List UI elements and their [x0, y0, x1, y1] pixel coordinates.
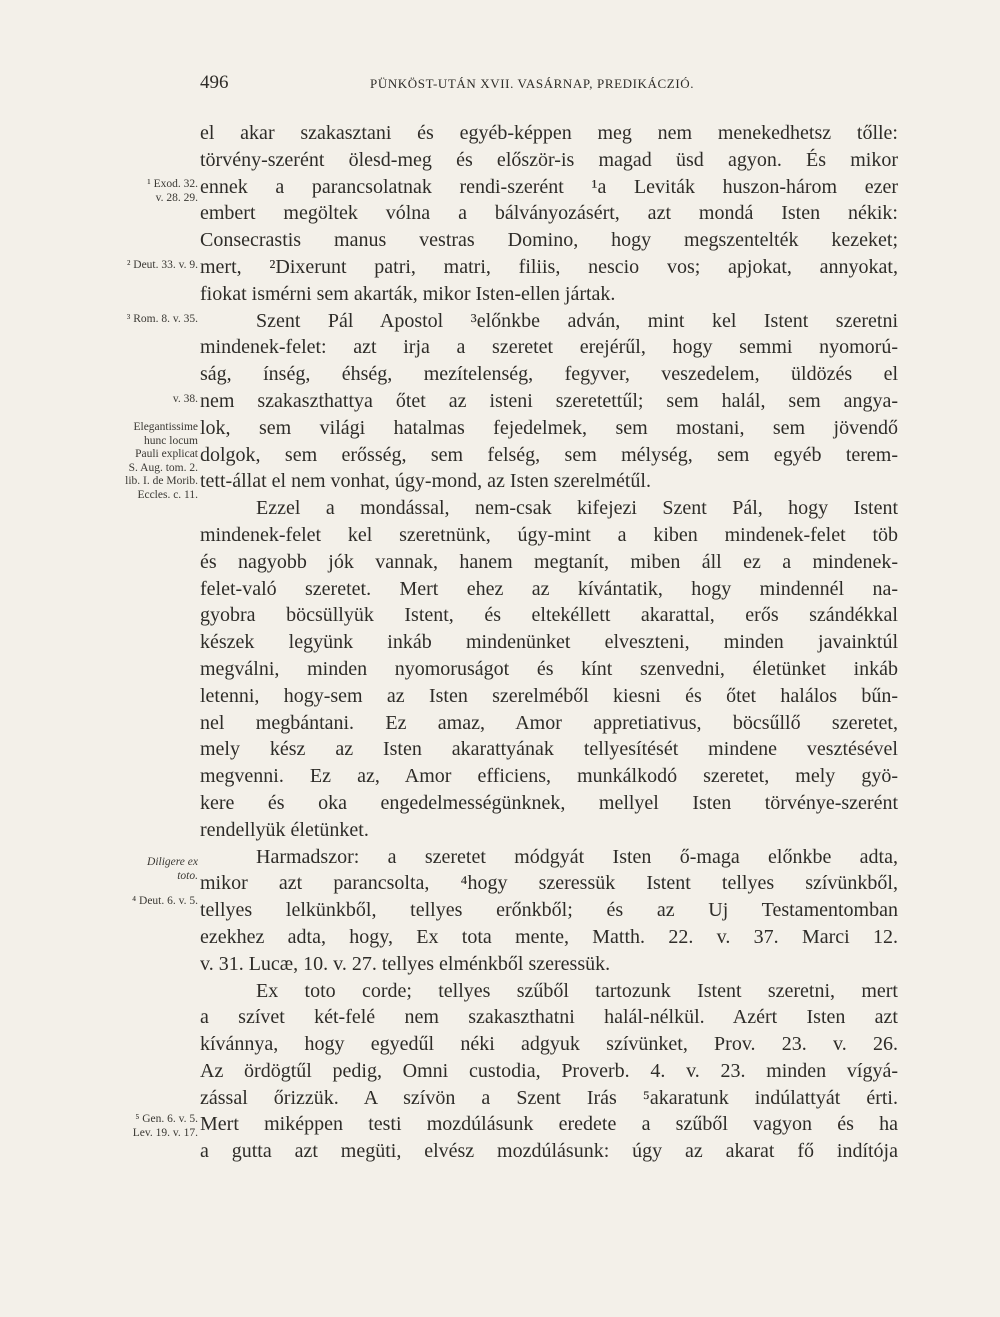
margin-note-deut33 — [72, 259, 198, 273]
text-line: Harmadszor: a szeretet módgyát Isten ő-maga előnkbe adta, — [256, 845, 898, 868]
text-line: nem szakaszthattya őtet az isteni szeretettűl; sem halál, sem angya- — [200, 389, 898, 412]
text-line: nel megbántani. Ez amaz, Amor appretiativus, böcsűllő szeretet, — [200, 711, 898, 734]
body-text — [200, 120, 898, 1165]
text-line: tett-állat el nem vonhat, úgy-mond, az Isten szerelmétűl. — [200, 470, 651, 493]
text-line: készek legyünk inkáb mindenünket elveszteni, minden javainktúl — [200, 631, 898, 654]
text-line: ennek a parancsolatnak rendi-szerént ¹a Leviták huszon-három ezer — [200, 175, 898, 198]
margin-note-line: Pauli explicat — [135, 448, 198, 460]
margin-note-deut6 — [72, 895, 198, 909]
margin-note-diligere — [72, 856, 198, 883]
text-line: ezekhez adta, hogy, Ex tota mente, Matth. 22. v. 37. Marci 12. — [200, 925, 898, 948]
margin-note-line: ⁵ Gen. 6. v. 5. — [135, 1113, 198, 1125]
text-line: fiokat ismérni sem akarták, mikor Isten-ellen jártak. — [200, 282, 616, 305]
text-line: Mert miképpen testi mozdúlásunk eredete a szűből vagyon és ha — [200, 1113, 898, 1136]
margin-note-v38 — [72, 393, 198, 407]
margin-note-line: v. 28. 29. — [155, 191, 198, 204]
margin-note-line: Diligere ex — [147, 856, 198, 868]
text-line: tellyes lelkünkből, tellyes erőnkből; és az Uj Testamentomban — [200, 899, 898, 922]
margin-note-line: hunc locum — [144, 434, 198, 447]
margin-note-gen6 — [72, 1113, 198, 1140]
margin-note-line: v. 38. — [172, 393, 198, 405]
text-line: törvény-szerént ölesd-meg és először-is magad üsd agyon. És mikor — [200, 148, 898, 171]
text-line: a szívet két-felé nem szakaszthatni halál-nélkül. Azért Isten azt — [200, 1006, 898, 1029]
text-line: megvenni. Ez az, Amor efficiens, munkálkodó szeretet, mely gyö- — [200, 765, 898, 788]
text-line: Consecrastis manus vestras Domino, hogy megszentelték kezeket; — [200, 229, 898, 252]
text-line: dolgok, sem erősség, sem felség, sem mélység, sem egyéb terem- — [200, 443, 898, 466]
text-line: kere és oka engedelmességünknek, mellyel Isten törvénye-szerént — [200, 791, 898, 814]
text-line: mindenek-felet: azt irja a szeretet erejérűl, hogy semmi nyomorú- — [200, 336, 898, 359]
margin-note-line: ¹ Exod. 32. — [147, 178, 198, 190]
text-line: mikor azt parancsolta, ⁴hogy szeressük Istent tellyes szívünkből, — [200, 872, 898, 895]
text-line: a gutta azt megüti, elvész mozdúlásunk: úgy az akarat fő indítója — [200, 1140, 898, 1163]
margin-note-line: lib. I. de Morib. — [125, 475, 198, 487]
text-line: zással őrizzük. A szívön a Szent Irás ⁵akaratunk indúlattyát érti. — [200, 1086, 898, 1109]
text-line: kívánnya, hogy egyedűl néki adgyuk szívünket, Prov. 23. v. 26. — [200, 1033, 898, 1056]
text-line: embert megöltek vólna a bálványozásért, azt mondá Isten nékik: — [200, 202, 898, 225]
text-line: gyobra böcsüllyük Istent, és eltekéllett akarattal, erős szándékkal — [200, 604, 898, 627]
margin-note-line: Eccles. c. 11. — [137, 488, 198, 501]
text-line: lok, sem világi hatalmas fejedelmek, sem mostani, sem jövendő — [200, 416, 898, 439]
margin-note-exod — [72, 178, 198, 205]
margin-note-line: ⁴ Deut. 6. v. 5. — [132, 895, 198, 907]
margin-note-line: S. Aug. tom. 2. — [128, 461, 198, 474]
text-line: v. 31. Lucæ, 10. v. 27. tellyes elménkből szeressük. — [200, 952, 611, 975]
text-line: el akar szakasztani és egyéb-képpen meg nem menekedhetsz tőlle: — [200, 122, 898, 144]
text-line: megválni, minden nyomoruságot és kínt szenvedni, életünket inkáb — [200, 657, 898, 680]
page-header — [0, 72, 1000, 102]
text-line: Szent Pál Apostol ³előnkbe adván, mint kel Istent szeretni — [256, 309, 898, 332]
margin-note-line: Lev. 19. v. 17. — [132, 1126, 198, 1139]
margin-note-line: toto. — [177, 869, 198, 882]
text-line: mindenek-felet kel szeretnünk, úgy-mint a kiben mindenek-felet töb — [200, 523, 898, 546]
text-line: és nagyobb jók vannak, hanem megtanít, miben áll ez a mindenek- — [200, 550, 898, 573]
margin-note-rom8 — [72, 313, 198, 327]
margin-note-elegantissime — [72, 421, 198, 502]
text-line: mert, ²Dixerunt patri, matri, filiis, nescio vos; apjokat, annyokat, — [200, 255, 898, 278]
text-line: felet-való szeretet. Mert ehez az kívántatik, hogy mindennél na- — [200, 577, 898, 600]
text-line: Ex toto corde; tellyes szűből tartozunk Istent szeretni, mert — [256, 979, 898, 1002]
text-line: rendellyük életünket. — [200, 818, 369, 841]
page-number: 496 — [200, 72, 229, 93]
text-line: mely kész az Isten akarattyának tellyesítését mindene vesztésével — [200, 738, 898, 761]
margin-note-line: ² Deut. 33. v. 9. — [126, 259, 198, 271]
text-line: ság, ínség, éhség, mezítelenség, fegyver, veszedelem, üldözés el — [200, 363, 898, 386]
text-line: letenni, hogy-sem az Isten szerelméből kiesni és őtet halálos bűn- — [200, 684, 898, 707]
margin-note-line: Elegantissime — [133, 421, 198, 433]
text-line: Az ördögtűl pedig, Omni custodia, Proverb. 4. v. 23. minden vígyá- — [200, 1059, 898, 1082]
running-head: PÜNKÖST-UTÁN XVII. VASÁRNAP, PREDIKÁCZIÓ. — [370, 76, 695, 91]
margin-note-line: ³ Rom. 8. v. 35. — [126, 313, 198, 325]
text-line: Ezzel a mondással, nem-csak kifejezi Szent Pál, hogy Istent — [256, 497, 898, 520]
